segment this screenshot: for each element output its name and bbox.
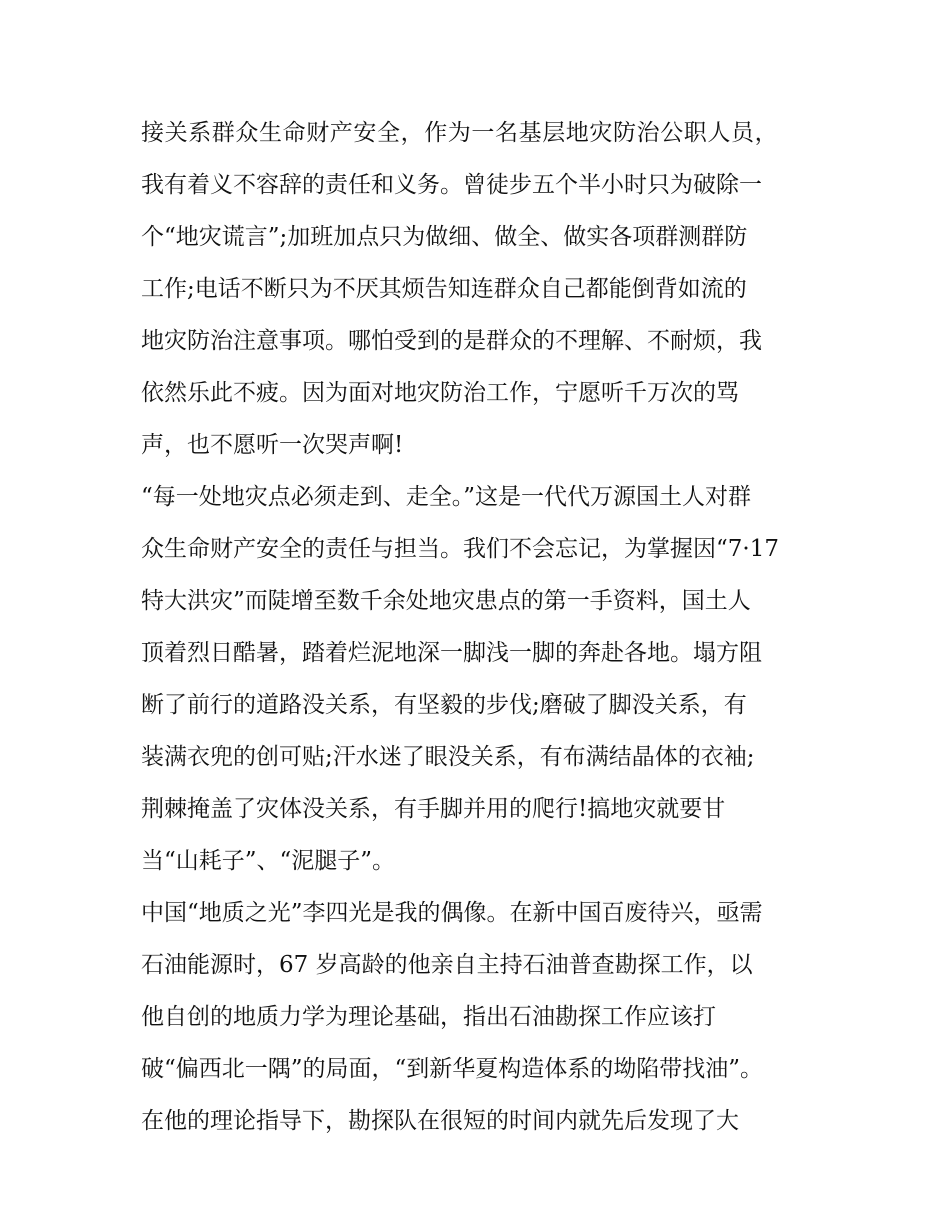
text-line: “每一处地灾点必须走到、走全。”这是一代代万源国土人对群 [141, 484, 752, 510]
text-line: 接关系群众生命财产安全，作为一名基层地灾防治公职人员， [141, 120, 779, 146]
paragraph-3 [141, 887, 831, 1147]
text-line: 特大洪灾”而陡增至数千余处地灾患点的第一手资料，国土人 [141, 588, 751, 614]
text-line: 顶着烈日酷暑，踏着烂泥地深一脚浅一脚的奔赴各地。塌方阻 [141, 640, 762, 666]
text-line: 荆棘掩盖了灾体没关系，有手脚并用的爬行!搞地灾就要甘 [141, 796, 726, 822]
text-line: 众生命财产安全的责任与担当。我们不会忘记，为掌握因“7·17 [141, 536, 779, 562]
text-line: 依然乐此不疲。因为面对地灾防治工作，宁愿听千万次的骂 [141, 380, 739, 406]
paragraph-2 [141, 471, 831, 887]
paragraph-1 [141, 107, 831, 471]
text-line: 当“山耗子”、“泥腿子”。 [141, 848, 396, 874]
text-line: 工作;电话不断只为不厌其烦告知连群众自己都能倒背如流的 [141, 276, 747, 302]
text-line: 断了前行的道路没关系，有坚毅的步伐;磨破了脚没关系，有 [141, 692, 747, 718]
text-line: 破“偏西北一隅”的局面，“到新华夏构造体系的坳陷带找油”。 [141, 1056, 764, 1082]
text-line: 在他的理论指导下，勘探队在很短的时间内就先后发现了大 [141, 1108, 739, 1134]
text-line: 个“地灾谎言”;加班加点只为做细、做全、做实各项群测群防 [141, 224, 748, 250]
document-body [141, 107, 831, 1147]
text-line: 装满衣兜的创可贴;汗水迷了眼没关系，有布满结晶体的衣袖; [141, 744, 755, 770]
text-line: 中国“地质之光”李四光是我的偶像。在新中国百废待兴，亟需 [141, 900, 763, 926]
text-line: 石油能源时，67 岁高龄的他亲自主持石油普查勘探工作，以 [141, 952, 753, 978]
text-line: 地灾防治注意事项。哪怕受到的是群众的不理解、不耐烦，我 [141, 328, 762, 354]
text-line: 我有着义不容辞的责任和义务。曾徒步五个半小时只为破除一 [141, 172, 762, 198]
text-line: 他自创的地质力学为理论基础，指出石油勘探工作应该打 [141, 1004, 716, 1030]
text-line: 声，也不愿听一次哭声啊! [141, 432, 404, 458]
